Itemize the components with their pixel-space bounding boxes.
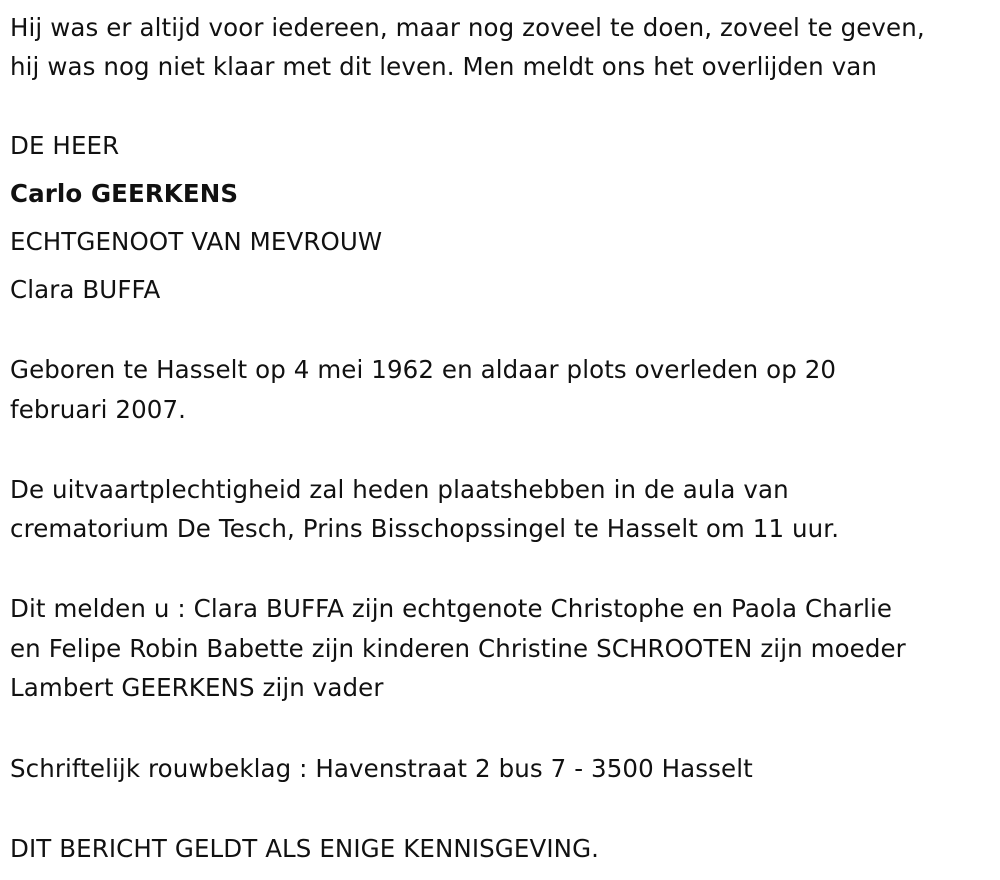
announced-by-line-1: Dit melden u : Clara BUFFA zijn echtgenote Christophe en Paola Charlie — [10, 594, 893, 623]
deceased-title: DE HEER — [10, 131, 120, 160]
deceased-relation: ECHTGENOOT VAN MEVROUW — [10, 227, 383, 256]
announced-by-line-2: en Felipe Robin Babette zijn kinderen Christine SCHROOTEN zijn moeder — [10, 634, 906, 663]
spouse-name: Clara BUFFA — [10, 275, 161, 304]
deceased-name: Carlo GEERKENS — [10, 179, 239, 208]
birth-death-line-2: februari 2007. — [10, 395, 187, 424]
funeral-line-2: crematorium De Tesch, Prins Bisschopssingel te Hasselt om 11 uur. — [10, 514, 840, 543]
birth-death-line-1: Geboren te Hasselt op 4 mei 1962 en aldaar plots overleden op 20 — [10, 355, 837, 384]
intro-line-2: hij was nog niet klaar met dit leven. Men meldt ons het overlijden van — [10, 52, 878, 81]
announced-by-line-3: Lambert GEERKENS zijn vader — [10, 673, 384, 702]
sole-notice: DIT BERICHT GELDT ALS ENIGE KENNISGEVING. — [10, 834, 600, 863]
funeral-line-1: De uitvaartplechtigheid zal heden plaatshebben in de aula van — [10, 475, 789, 504]
intro-line-1: Hij was er altijd voor iedereen, maar nog zoveel te doen, zoveel te geven, — [10, 13, 925, 42]
condolences-address: Schriftelijk rouwbeklag : Havenstraat 2 bus 7 - 3500 Hasselt — [10, 754, 753, 783]
